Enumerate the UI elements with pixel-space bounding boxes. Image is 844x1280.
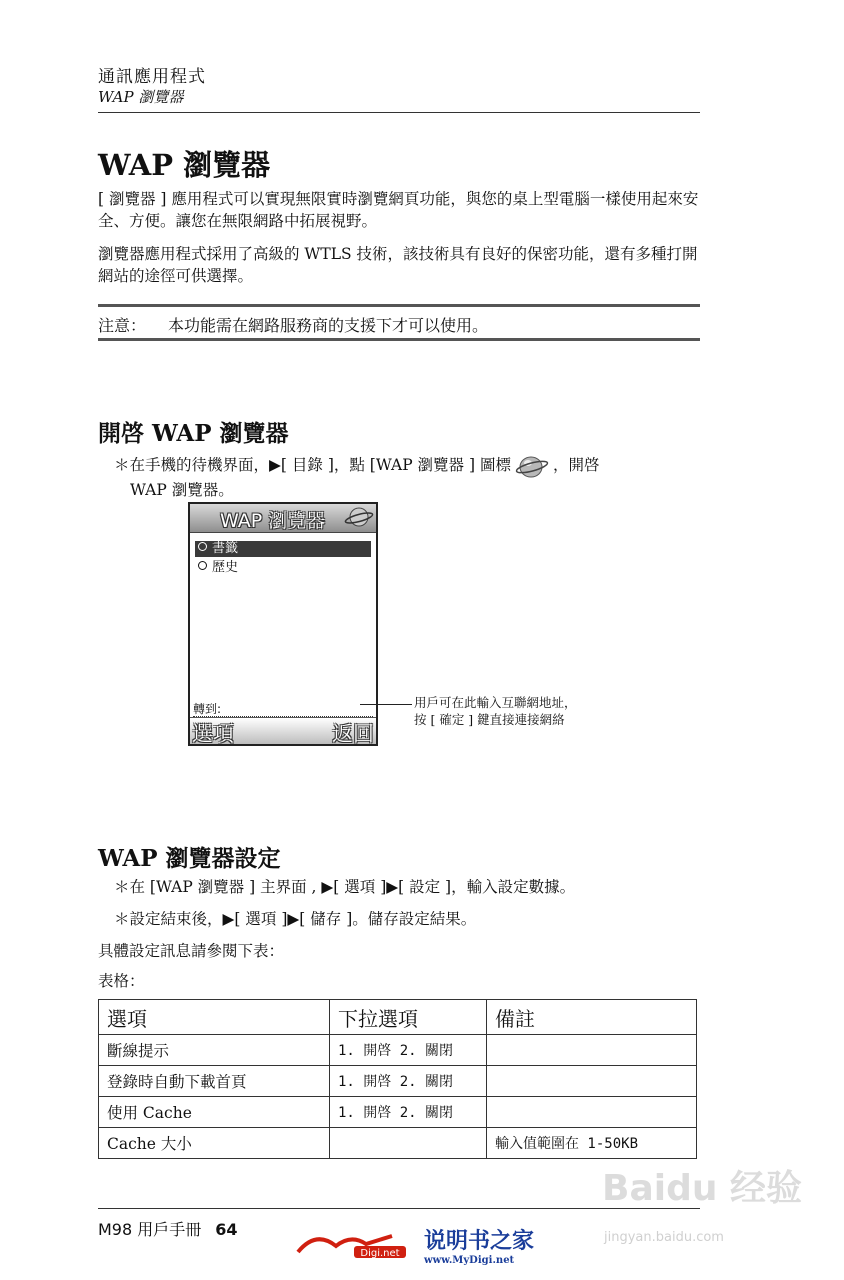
table-label: 表格： <box>98 972 145 990</box>
intro-paragraph-1: [ 瀏覽器 ] 應用程式可以實現無限實時瀏覽網頁功能，與您的桌上型電腦一樣使用起來安全、方便。讓您在無限網路中拓展視野。 <box>98 190 699 230</box>
phone-menu-item-bookmarks[interactable] <box>195 541 371 557</box>
table-header-cell: 選項 <box>99 1000 330 1035</box>
phone-title: WAP 瀏覽器 <box>220 510 326 532</box>
site-url: www.MyDigi.net <box>424 1255 515 1266</box>
table-row <box>99 1066 697 1097</box>
table-cell <box>487 1066 697 1097</box>
table-row <box>99 1097 697 1128</box>
settings-step-1: ＊在 [WAP 瀏覽器 ] 主界面 , ▶[ 選項 ]▶[ 設定 ]，輸入設定數據。 <box>114 878 576 896</box>
table-row <box>99 1128 697 1159</box>
section-heading-settings: WAP 瀏覽器設定 <box>98 845 281 872</box>
table-row <box>99 1035 697 1066</box>
footer <box>98 1217 238 1240</box>
phone-title-bar <box>190 504 376 533</box>
phone-goto-label: 轉到: <box>193 702 222 716</box>
table-cell: 登錄時自動下載首頁 <box>99 1066 330 1097</box>
table-header-row <box>99 1000 697 1035</box>
header-divider <box>98 112 700 113</box>
callout <box>414 694 577 728</box>
baidu-watermark: Baidu 经验 <box>602 1168 803 1209</box>
phone-menu-label: 書籤 <box>212 541 239 556</box>
site-name-text: 说明书之家 <box>424 1228 535 1254</box>
table-cell <box>330 1128 487 1159</box>
callout-line-2: 按 [ 確定 ] 鍵直接連接網絡 <box>414 712 565 727</box>
settings-table <box>98 999 697 1159</box>
baidu-watermark-url: jingyan.baidu.com <box>604 1230 724 1245</box>
phone-globe-icon <box>344 505 374 529</box>
table-cell: 1. 開啓 2. 關閉 <box>330 1035 487 1066</box>
softkey-options[interactable]: 選項 <box>192 722 234 746</box>
note-bottom-border <box>98 338 700 341</box>
table-cell: 1. 開啓 2. 關閉 <box>330 1097 487 1128</box>
open-step-text-b: ，開啓 <box>552 456 600 474</box>
table-cell: 使用 Cache <box>99 1097 330 1128</box>
note-text: 本功能需在網路服務商的支援下才可以使用。 <box>168 316 489 335</box>
radio-icon <box>198 561 207 570</box>
phone-menu-item-history[interactable] <box>195 560 371 576</box>
table-header-cell: 備註 <box>487 1000 697 1035</box>
callout-leader-line <box>360 704 412 705</box>
open-step-text-a: ＊在手機的待機界面，▶[ 目錄 ]，點 [WAP 瀏覽器 ] 圖標 <box>114 456 511 474</box>
chapter-title: 通訊應用程式 <box>98 67 206 87</box>
table-cell <box>487 1097 697 1128</box>
logo-brand: Digi.net <box>360 1248 400 1258</box>
table-cell <box>487 1035 697 1066</box>
table-reference: 具體設定訊息請參閱下表： <box>98 942 285 960</box>
radio-icon <box>198 542 207 551</box>
note <box>98 313 488 336</box>
table-cell: 斷線提示 <box>99 1035 330 1066</box>
wap-browser-globe-icon <box>515 453 549 479</box>
page-title: WAP 瀏覽器 <box>98 148 271 182</box>
my-logo-icon <box>296 1228 416 1258</box>
intro-paragraph-2: 瀏覽器應用程式採用了高級的 WTLS 技術，該技術具有良好的保密功能，還有多種打開網站的途徑可供選擇。 <box>98 245 698 285</box>
note-top-border <box>98 304 700 307</box>
table-cell: 1. 開啓 2. 關閉 <box>330 1066 487 1097</box>
site-name <box>424 1224 534 1266</box>
table-header-cell: 下拉選項 <box>330 1000 487 1035</box>
callout-line-1: 用戶可在此輸入互聯網地址， <box>414 695 577 710</box>
table-cell: Cache 大小 <box>99 1128 330 1159</box>
phone-menu-label: 歷史 <box>212 560 239 575</box>
section-heading-open: 開啓 WAP 瀏覽器 <box>98 420 289 447</box>
open-step <box>114 453 704 501</box>
table-cell: 輸入值範圍在 1-50KB <box>487 1128 697 1159</box>
page-number: 64 <box>215 1220 238 1239</box>
settings-step-2: ＊設定結束後，▶[ 選項 ]▶[ 儲存 ]。儲存設定結果。 <box>114 910 477 928</box>
phone-softkey-bar <box>190 717 376 744</box>
footer-manual: M98 用戶手冊 <box>98 1220 202 1239</box>
site-logo <box>296 1228 416 1262</box>
section-title: WAP 瀏覽器 <box>98 88 184 106</box>
note-label: 注意： <box>98 316 147 335</box>
phone-screen <box>188 502 378 746</box>
softkey-back[interactable]: 返回 <box>332 722 374 746</box>
open-step-text-c: WAP 瀏覽器。 <box>130 481 234 499</box>
